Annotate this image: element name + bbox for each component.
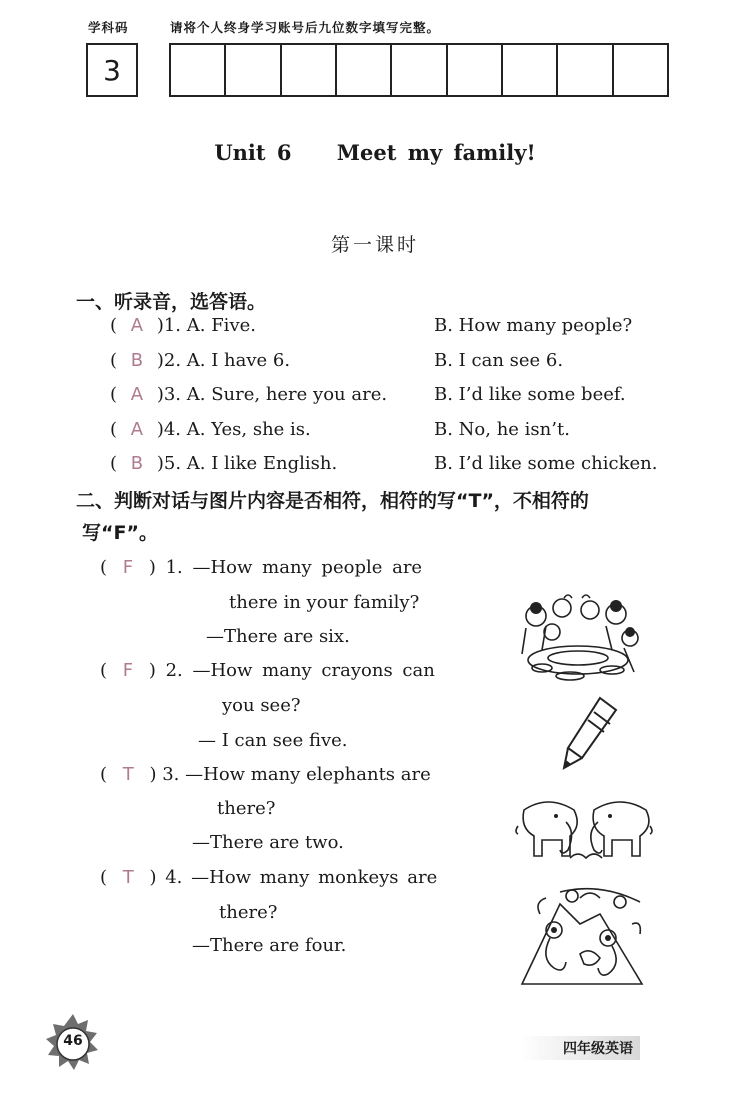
option-b: B. I’d like some beef. bbox=[434, 384, 626, 405]
reply: — I can see five. bbox=[198, 730, 348, 751]
subject-code-box: 3 bbox=[86, 43, 138, 97]
grade-subject: 四年级英语 bbox=[563, 1041, 633, 1057]
account-digit-cell[interactable] bbox=[503, 45, 558, 95]
family-dinner-picture bbox=[512, 588, 644, 684]
answer-mark: A bbox=[130, 315, 144, 336]
reply: —There are four. bbox=[192, 935, 347, 956]
account-digit-cell[interactable] bbox=[337, 45, 392, 95]
monkeys-picture bbox=[520, 884, 644, 986]
answer-mark: T bbox=[122, 867, 134, 888]
option-b: B. I’d like some chicken. bbox=[434, 453, 658, 474]
listen-item: ( A )1. A. Five. bbox=[110, 315, 256, 336]
question-cont: you see? bbox=[222, 695, 301, 716]
judge-item: ( F ) 1. —How many people are bbox=[100, 557, 423, 578]
answer-mark: F bbox=[122, 660, 134, 681]
account-digit-cell[interactable] bbox=[226, 45, 281, 95]
subject-code-label: 学科码 bbox=[88, 20, 129, 35]
account-digit-cell[interactable] bbox=[282, 45, 337, 95]
question-cont: there? bbox=[217, 798, 276, 819]
listen-item: ( A )3. A. Sure, here you are. bbox=[110, 384, 388, 405]
account-digit-cell[interactable] bbox=[614, 45, 667, 95]
account-digit-cell[interactable] bbox=[392, 45, 447, 95]
answer-mark: A bbox=[130, 419, 144, 440]
reply: —There are six. bbox=[206, 626, 350, 647]
account-digit-cell[interactable] bbox=[448, 45, 503, 95]
listen-item: ( B )2. A. I have 6. bbox=[110, 350, 291, 371]
account-instruction: 请将个人终身学习账号后九位数字填写完整。 bbox=[170, 20, 441, 35]
question-cont: there? bbox=[219, 902, 278, 923]
question-cont: there in your family? bbox=[229, 592, 420, 613]
section2-title-cont: 写“F”。 bbox=[82, 522, 158, 544]
option-b: B. No, he isn’t. bbox=[434, 419, 570, 440]
account-digit-cell[interactable] bbox=[558, 45, 613, 95]
crayon-picture bbox=[560, 694, 620, 774]
elephants-picture bbox=[514, 792, 654, 868]
section1-title: 一、听录音，选答语。 bbox=[76, 291, 267, 313]
answer-mark: A bbox=[130, 384, 144, 405]
answer-mark: B bbox=[130, 350, 144, 371]
listen-item: ( A )4. A. Yes, she is. bbox=[110, 419, 311, 440]
answer-mark: F bbox=[122, 557, 134, 578]
page-number: 46 bbox=[63, 1033, 83, 1049]
section2-title: 二、判断对话与图片内容是否相符，相符的写“T”，不相符的 bbox=[76, 490, 589, 512]
option-b: B. How many people? bbox=[434, 315, 633, 336]
account-digit-cell[interactable] bbox=[171, 45, 226, 95]
answer-mark: T bbox=[122, 764, 134, 785]
listen-item: ( B )5. A. I like English. bbox=[110, 453, 338, 474]
option-b: B. I can see 6. bbox=[434, 350, 564, 371]
lesson-title: 第一课时 bbox=[330, 234, 419, 256]
answer-mark: B bbox=[130, 453, 144, 474]
judge-item: ( T ) 3. —How many elephants are bbox=[100, 764, 431, 785]
reply: —There are two. bbox=[192, 832, 344, 853]
unit-title: Unit 6 Meet my family! bbox=[214, 140, 536, 165]
judge-item: ( F ) 2. —How many crayons can bbox=[100, 660, 435, 681]
account-number-boxes[interactable] bbox=[169, 43, 669, 97]
judge-item: ( T ) 4. —How many monkeys are bbox=[100, 867, 438, 888]
